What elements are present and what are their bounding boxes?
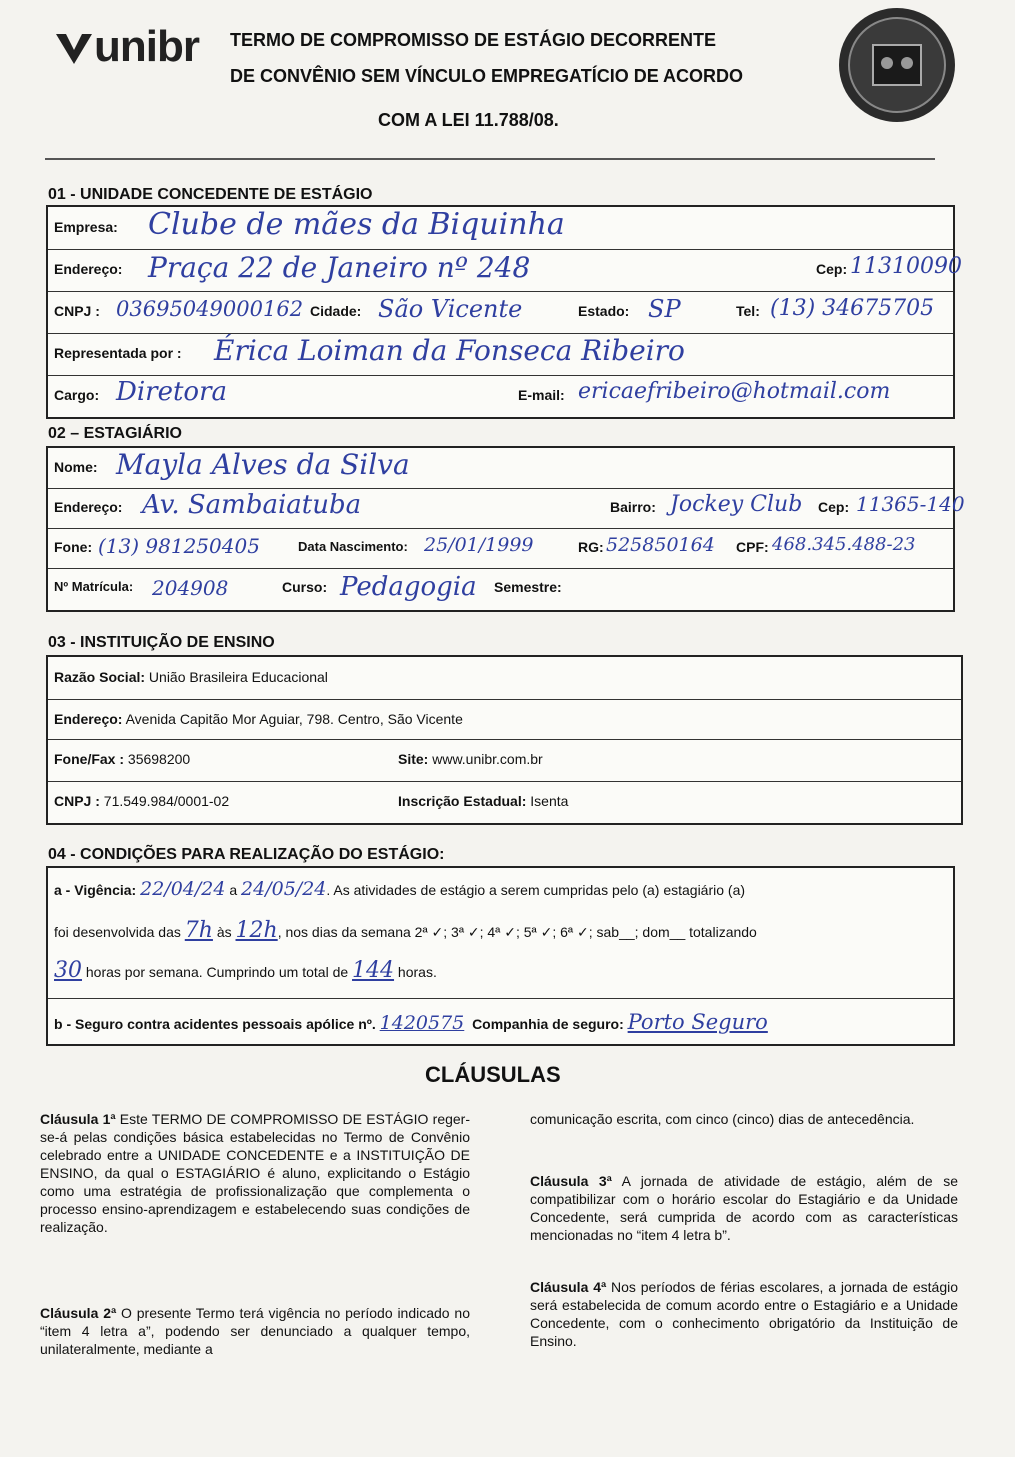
cnpj-ie-value: 71.549.984/0001-02 [103, 793, 230, 809]
razao-value: União Brasileira Educacional [148, 669, 328, 685]
estado-value: SP [648, 295, 681, 323]
vigencia-label: a - Vigência: [54, 882, 137, 898]
cnpj-label: CNPJ : [54, 303, 100, 319]
cpf-value: 468.345.488-23 [772, 534, 916, 555]
endereco-label: Endereço: [54, 261, 123, 277]
horario-as: às [216, 924, 232, 940]
vigencia-end: 24/05/24 [241, 878, 327, 900]
cnpj-value: 03695049000162 [116, 297, 304, 321]
razao-line [54, 669, 328, 685]
hora-fim: 12h [235, 918, 278, 943]
representante-row [48, 333, 953, 376]
dias-semana: , nos dias da semana 2ª ✓; 3ª ✓; 4ª ✓; 5ª ✓; 6ª ✓; sab__; dom__ totalizando [277, 924, 757, 940]
fone-row [48, 528, 953, 569]
rg-label: RG: [578, 539, 604, 555]
ie-label: Inscrição Estadual: [398, 793, 527, 809]
empresa-value: Clube de mães da Biquinha [148, 207, 565, 242]
seguro-row [48, 998, 953, 1042]
site-label: Site: [398, 751, 429, 767]
ie-value: Isenta [530, 793, 569, 809]
seguro-label: b - Seguro contra acidentes pessoais apólice nº. [54, 1016, 376, 1032]
email-value: ericaefribeiro@hotmail.com [578, 379, 891, 404]
fone-ie-value: 35698200 [127, 751, 191, 767]
companhia-value: Porto Seguro [627, 1010, 768, 1034]
clausula-3-head: Cláusula 3ª [530, 1173, 612, 1189]
nome-value: Mayla Alves da Silva [116, 448, 410, 481]
horas-semana: 30 [54, 958, 82, 983]
curso-value: Pedagogia [340, 572, 477, 602]
representante-label: Representada por : [54, 345, 182, 361]
endereco-value: Praça 22 de Janeiro nº 248 [148, 251, 531, 284]
cargo-row [48, 375, 953, 415]
bairro-value: Jockey Club [670, 492, 803, 517]
matricula-label: Nº Matrícula: [54, 579, 134, 594]
endereco-ie-line [54, 711, 463, 727]
clausula-3-text: A jornada de atividade de estágio, além de se compatibilizar com o horário escolar do Estagiário e da Unidade Concedente, será cumprida de acordo com as características mencionadas no “item 4 letra b”. [530, 1173, 958, 1243]
nome-row [48, 448, 953, 489]
vigencia-block [48, 868, 953, 999]
seguro-line [54, 1010, 768, 1034]
email-label: E-mail: [518, 387, 565, 403]
title-line-1: TERMO DE COMPROMISSO DE ESTÁGIO DECORRENTE [230, 30, 717, 50]
section-1-box [46, 205, 962, 419]
logo-text: unibr [94, 22, 199, 71]
rg-value: 525850164 [606, 534, 715, 556]
vigencia-suffix: . As atividades de estágio a serem cumpridas pelo (a) estagiário (a) [326, 882, 746, 898]
fone-ie-row [48, 739, 961, 782]
nome-label: Nome: [54, 459, 98, 475]
section-3-box [46, 655, 963, 825]
cnpj-ie-row [48, 781, 961, 821]
curso-label: Curso: [282, 579, 328, 595]
endereco-estagiario-row [48, 488, 965, 529]
seal-icon [835, 5, 960, 125]
clausula-1 [40, 1110, 470, 1236]
clausula-2-head: Cláusula 2ª [40, 1305, 117, 1321]
endereco-row [48, 249, 962, 292]
matricula-row [48, 568, 953, 608]
clausula-3 [530, 1172, 958, 1244]
site-line [398, 751, 543, 767]
companhia-label: Companhia de seguro: [472, 1016, 624, 1032]
tel-label: Tel: [736, 303, 760, 319]
estado-label: Estado: [578, 303, 630, 319]
logo [50, 20, 220, 76]
title-line-2: DE CONVÊNIO SEM VÍNCULO EMPREGATÍCIO DE ACORDO [230, 66, 744, 86]
cep-estagiario-value: 11365-140 [856, 492, 965, 516]
fone-label: Fone: [54, 539, 93, 555]
clausulas-title: CLÁUSULAS [425, 1062, 561, 1087]
clausula-4-head: Cláusula 4ª [530, 1279, 607, 1295]
horas-suffix: horas. [397, 964, 437, 980]
cep-estagiario-label: Cep: [818, 499, 850, 515]
section-4-title: 04 - CONDIÇÕES PARA REALIZAÇÃO DO ESTÁGIO: [48, 846, 445, 863]
cidade-value: São Vicente [378, 295, 523, 323]
apolice-value: 1420575 [379, 1012, 465, 1034]
representante-value: Érica Loiman da Fonseca Ribeiro [214, 334, 685, 367]
nascimento-value: 25/01/1999 [424, 534, 534, 556]
hora-inicio: 7h [184, 918, 213, 943]
vigencia-start: 22/04/24 [140, 878, 226, 900]
fone-ie-line [54, 751, 190, 767]
horas-line [54, 958, 437, 983]
section-4-box [46, 866, 955, 1046]
endereco-ie-value: Avenida Capitão Mor Aguiar, 798. Centro, São Vicente [125, 711, 463, 727]
cargo-value: Diretora [116, 377, 228, 407]
cep-label: Cep: [816, 261, 848, 277]
endereco-estagiario-value: Av. Sambaiatuba [142, 490, 362, 520]
cnpj-ie-label: CNPJ : [54, 793, 100, 809]
clausula-2-text: O presente Termo terá vigência no período indicado no “item 4 letra a”, podendo ser denunciado a qualquer tempo, unilateralmente, mediante a [40, 1305, 471, 1357]
section-1-title: 01 - UNIDADE CONCEDENTE DE ESTÁGIO [48, 186, 373, 203]
endereco-ie-label: Endereço: [54, 711, 123, 727]
clausula-2 [40, 1304, 470, 1358]
fone-value: (13) 981250405 [98, 534, 260, 558]
tel-value: (13) 34675705 [770, 296, 935, 321]
semestre-label: Semestre: [494, 579, 562, 595]
cep-value: 11310090 [850, 254, 962, 279]
nascimento-label: Data Nascimento: [298, 539, 408, 554]
title-line-3: COM A LEI 11.788/08. [378, 110, 559, 130]
cpf-label: CPF: [736, 539, 769, 555]
clausula-1-text: Este TERMO DE COMPROMISSO DE ESTÁGIO reger-se-á pelas condições básica estabelecidas no Termo de Convênio celebrado entre a UNIDADE CONCEDENTE e a INSTITUIÇÃO DE ENSINO, da qual o ESTAGIÁRIO é aluno, explicitando o Estágio como uma estratégia de profissionalização que complementa o processo ensino-aprendizagem e estabelecendo suas condições de realização. [40, 1111, 471, 1235]
razao-row [48, 657, 961, 700]
section-2-box [46, 446, 965, 612]
vigencia-a: a [229, 882, 238, 898]
clausula-2-cont [530, 1110, 958, 1128]
horario-prefix: foi desenvolvida das [54, 924, 181, 940]
clausula-4 [530, 1278, 958, 1350]
fone-ie-label: Fone/Fax : [54, 751, 125, 767]
clausula-2-cont-text: comunicação escrita, com cinco (cinco) dias de antecedência. [530, 1111, 915, 1127]
empresa-row [48, 207, 953, 250]
ie-line [398, 793, 568, 809]
horas-mid: horas por semana. Cumprindo um total de [85, 964, 349, 980]
endereco-estagiario-label: Endereço: [54, 499, 123, 515]
cnpj-ie-line [54, 793, 229, 809]
section-2-title: 02 – ESTAGIÁRIO [48, 425, 182, 442]
razao-label: Razão Social: [54, 669, 146, 685]
empresa-label: Empresa: [54, 219, 118, 235]
total-horas: 144 [352, 958, 395, 983]
matricula-value: 204908 [152, 576, 229, 600]
clausula-4-text: Nos períodos de férias escolares, a jornada de estágio será estabelecida de comum acordo entre o Estagiário e a Unidade Concedente, com o conhecimento obrigatório da Instituição de Ensino. [530, 1279, 958, 1349]
cargo-label: Cargo: [54, 387, 100, 403]
site-value: www.unibr.com.br [432, 751, 543, 767]
cnpj-row [48, 291, 953, 334]
bairro-label: Bairro: [610, 499, 656, 515]
vigencia-line [54, 878, 745, 900]
endereco-ie-row [48, 699, 961, 740]
horario-line [54, 918, 757, 943]
logo-mark-icon [54, 28, 94, 68]
section-3-title: 03 - INSTITUIÇÃO DE ENSINO [48, 634, 275, 651]
header-divider [45, 158, 935, 160]
clausula-1-head: Cláusula 1ª [40, 1111, 116, 1127]
cidade-label: Cidade: [310, 303, 362, 319]
